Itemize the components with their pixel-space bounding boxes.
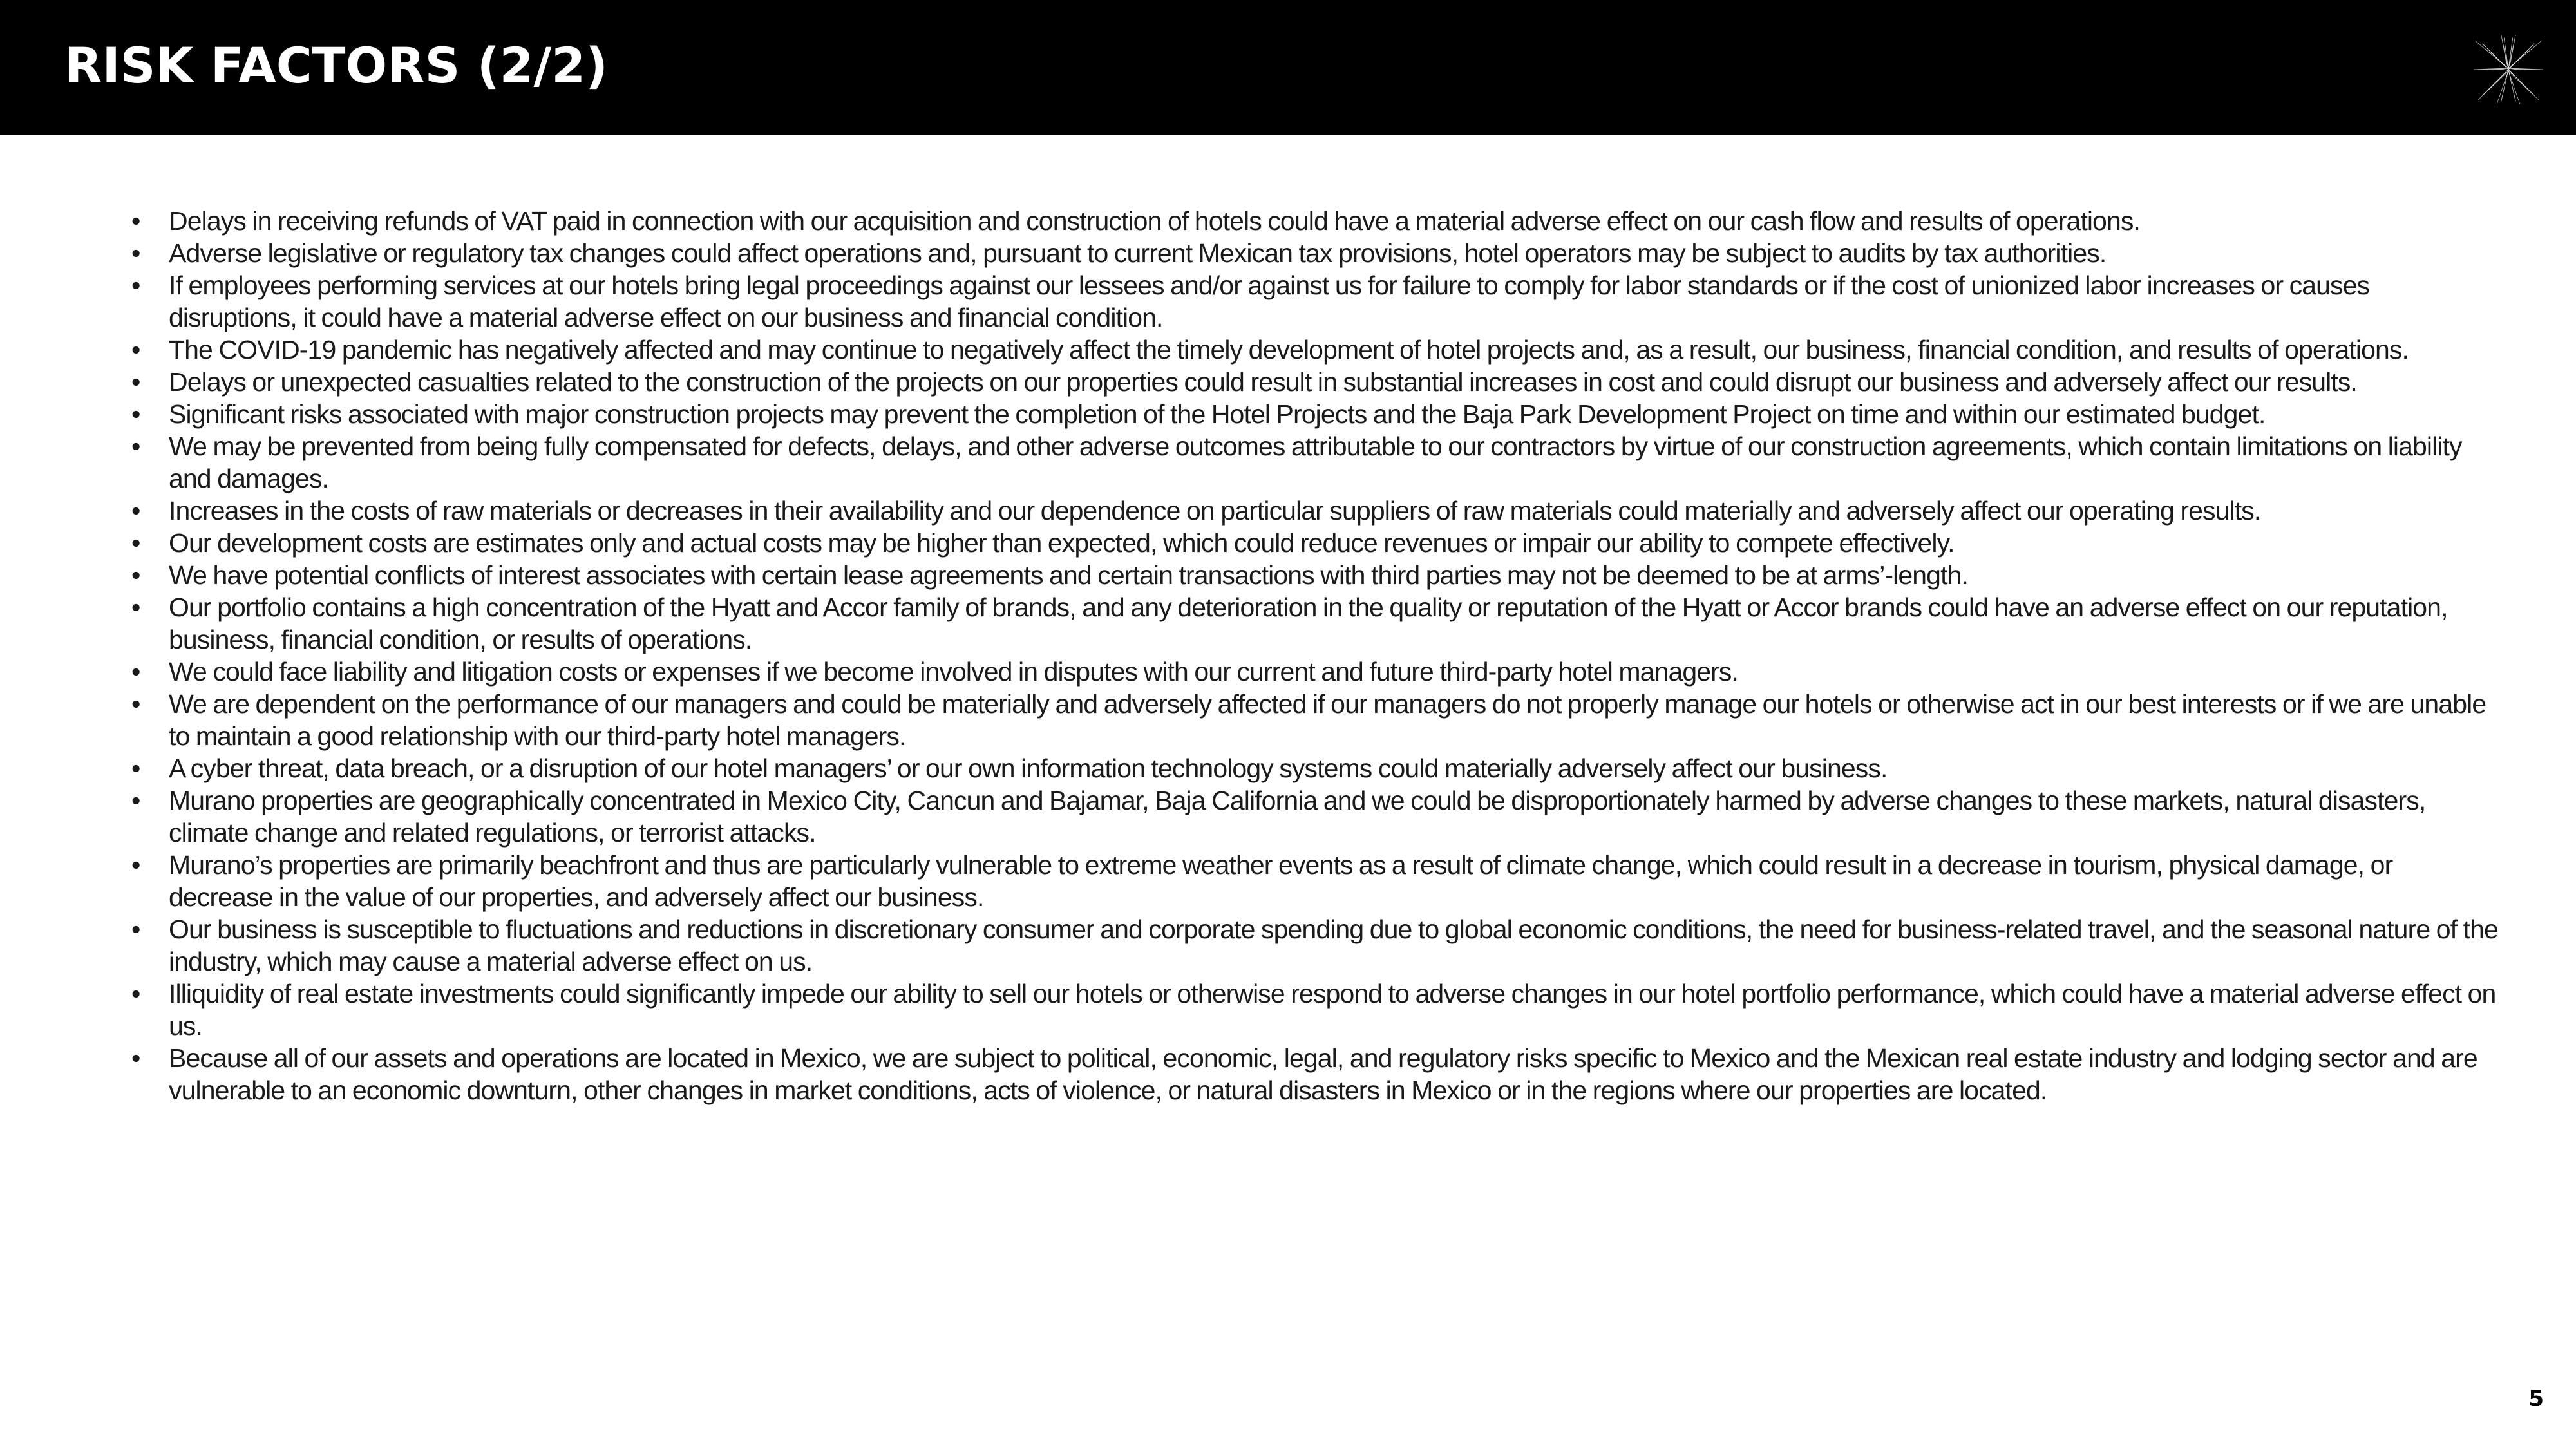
risk-item xyxy=(129,978,2499,1042)
risk-item-text: Increases in the costs of raw materials or decreases in their availability and our dependence on particular suppliers of raw materials could materially and adversely affect our operating results. xyxy=(169,496,2261,526)
bullet-icon: • xyxy=(131,270,140,300)
risk-item xyxy=(129,334,2499,366)
risk-item-text: Delays in receiving refunds of VAT paid in connection with our acquisition and construction of hotels could have a material adverse effect on our cash flow and results of operations. xyxy=(169,206,2140,236)
bullet-icon: • xyxy=(131,367,140,397)
bullet-icon: • xyxy=(131,689,140,719)
risk-item-text: We are dependent on the performance of our managers and could be materially and adversely affected if our managers do not properly manage our hotels or otherwise act in our best interests or if we are unable to maintain a good relationship with our third-party hotel managers. xyxy=(169,689,2486,751)
risk-item xyxy=(129,205,2499,237)
risk-item-text: Delays or unexpected casualties related to the construction of the projects on our properties could result in substantial increases in cost and could disrupt our business and adversely affect our results. xyxy=(169,367,2357,397)
risk-item xyxy=(129,495,2499,527)
risk-item xyxy=(129,784,2499,849)
risk-item-text: Our business is susceptible to fluctuations and reductions in discretionary consumer and corporate spending due to global economic conditions, the need for business-related travel, and the seasonal nature of the industry, which may cause a material adverse effect on us. xyxy=(169,914,2498,976)
risk-item xyxy=(129,269,2499,334)
bullet-icon: • xyxy=(131,335,140,365)
bullet-icon: • xyxy=(131,914,140,944)
bullet-icon: • xyxy=(131,657,140,687)
risk-item xyxy=(129,688,2499,752)
bullet-icon: • xyxy=(131,399,140,429)
risk-item xyxy=(129,849,2499,913)
risk-item xyxy=(129,430,2499,495)
risk-item xyxy=(129,559,2499,591)
risk-item xyxy=(129,366,2499,398)
risk-item xyxy=(129,237,2499,269)
bullet-icon: • xyxy=(131,431,140,461)
risk-item-text: Murano properties are geographically concentrated in Mexico City, Cancun and Bajamar, Baja California and we could be disproportionately harmed by adverse changes to these markets, natural disasters, climate change and related regulations, or terrorist attacks. xyxy=(169,786,2426,848)
murano-starburst-logo-icon xyxy=(2472,33,2545,106)
risk-item-text: Murano’s properties are primarily beachfront and thus are particularly vulnerable to extreme weather events as a result of climate change, which could result in a decrease in tourism, physical damage, or decrease in the value of our properties, and adversely affect our business. xyxy=(169,850,2393,912)
risk-item-text: Illiquidity of real estate investments could significantly impede our ability to sell our hotels or otherwise respond to adverse changes in our hotel portfolio performance, which could have a material adverse effect on us. xyxy=(169,979,2496,1041)
risk-factors-content xyxy=(129,205,2499,1106)
bullet-icon: • xyxy=(131,206,140,236)
risk-item-text: Significant risks associated with major construction projects may prevent the completion of the Hotel Projects and the Baja Park Development Project on time and within our estimated budget. xyxy=(169,399,2266,429)
bullet-icon: • xyxy=(131,753,140,783)
bullet-icon: • xyxy=(131,238,140,268)
risk-item-text: Because all of our assets and operations are located in Mexico, we are subject to political, economic, legal, and regulatory risks specific to Mexico and the Mexican real estate industry and lodging sector and are vulnerable to an economic downturn, other changes in market conditions, acts of violence, or natural disasters in Mexico or in the regions where our properties are located. xyxy=(169,1043,2477,1105)
bullet-icon: • xyxy=(131,786,140,815)
bullet-icon: • xyxy=(131,496,140,526)
page-title: RISK FACTORS (2/2) xyxy=(64,37,608,94)
risk-item-text: We may be prevented from being fully compensated for defects, delays, and other adverse outcomes attributable to our contractors by virtue of our construction agreements, which contain limitations on liability and damages. xyxy=(169,431,2462,493)
risk-item xyxy=(129,913,2499,978)
page-number: 5 xyxy=(2528,1386,2544,1412)
bullet-icon: • xyxy=(131,560,140,590)
risk-factors-list xyxy=(129,205,2499,1106)
slide-header xyxy=(0,0,2576,135)
risk-item-text: Our development costs are estimates only and actual costs may be higher than expected, which could reduce revenues or impair our ability to compete effectively. xyxy=(169,528,1955,558)
risk-item xyxy=(129,527,2499,559)
risk-item-text: Adverse legislative or regulatory tax changes could affect operations and, pursuant to current Mexican tax provisions, hotel operators may be subject to audits by tax authorities. xyxy=(169,238,2107,268)
bullet-icon: • xyxy=(131,528,140,558)
bullet-icon: • xyxy=(131,979,140,1009)
risk-item-text: We could face liability and litigation costs or expenses if we become involved in disputes with our current and future third-party hotel managers. xyxy=(169,657,1739,687)
risk-item-text: The COVID-19 pandemic has negatively affected and may continue to negatively affect the timely development of hotel projects and, as a result, our business, financial condition, and results of operations. xyxy=(169,335,2409,365)
risk-item-text: We have potential conflicts of interest associates with certain lease agreements and certain transactions with third parties may not be deemed to be at arms’-length. xyxy=(169,560,1968,590)
risk-item xyxy=(129,1042,2499,1106)
risk-item-text: A cyber threat, data breach, or a disruption of our hotel managers’ or our own information technology systems could materially adversely affect our business. xyxy=(169,753,1888,783)
risk-item xyxy=(129,591,2499,656)
risk-item-text: Our portfolio contains a high concentration of the Hyatt and Accor family of brands, and any deterioration in the quality or reputation of the Hyatt or Accor brands could have an adverse effect on our reputation, business, financial condition, or results of operations. xyxy=(169,592,2448,654)
bullet-icon: • xyxy=(131,850,140,880)
risk-item xyxy=(129,752,2499,784)
risk-item xyxy=(129,656,2499,688)
bullet-icon: • xyxy=(131,592,140,622)
bullet-icon: • xyxy=(131,1043,140,1073)
risk-item xyxy=(129,398,2499,430)
risk-item-text: If employees performing services at our hotels bring legal proceedings against our lessees and/or against us for failure to comply for labor standards or if the cost of unionized labor increases or causes disruptions, it could have a material adverse effect on our business and financial condition. xyxy=(169,270,2370,332)
